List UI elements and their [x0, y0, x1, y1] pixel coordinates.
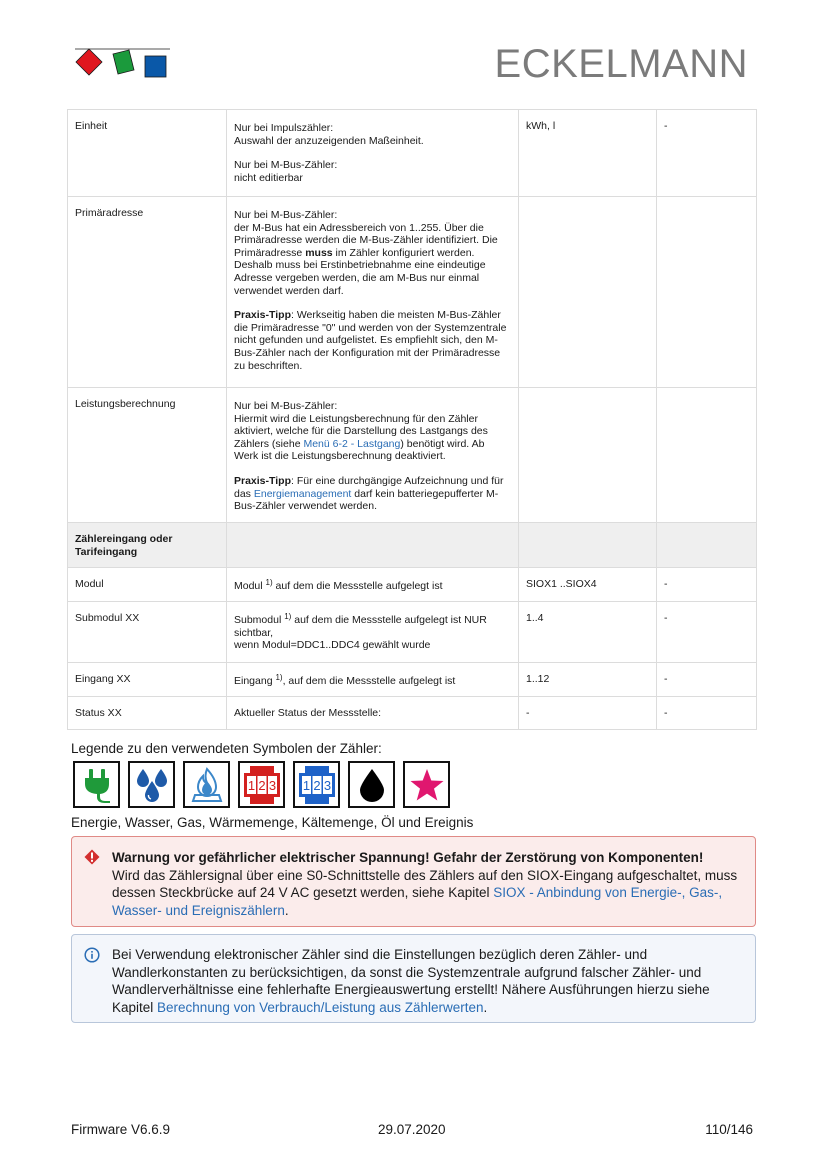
param-default: -	[657, 568, 757, 602]
svg-text:3: 3	[268, 777, 276, 793]
energy-plug-icon	[73, 761, 120, 808]
param-name: Leistungsberechnung	[68, 388, 227, 523]
table-row	[68, 197, 757, 388]
oil-drop-icon	[348, 761, 395, 808]
logo-red-diamond	[76, 49, 102, 75]
svg-text:1: 1	[247, 777, 255, 793]
param-range: 1..12	[519, 663, 657, 697]
info-circle-icon	[84, 947, 100, 963]
param-range: 1..4	[519, 602, 657, 663]
param-name: Eingang XX	[68, 663, 227, 697]
table-row	[68, 388, 757, 523]
info-text: Bei Verwendung elektronischer Zähler sind die Einstellungen bezüglich deren Zähler- und Wandlerkonstanten zu berücksichtigen, da sonst die Systemzentrale aufgrund falscher Zähler- und Wandlerverhältnisse eine fehlerhafte Energieauswertung erstellt! Nähere Ausführungen hierzu siehe Kapitel Berechnung von Verbrauch/Leistung aus Zählerwerten.	[112, 947, 710, 1015]
svg-text:2: 2	[312, 777, 321, 793]
param-range: -	[519, 697, 657, 730]
legend-title: Legende zu den verwendeten Symbolen der Zähler:	[71, 741, 382, 756]
svg-text:2: 2	[257, 777, 266, 793]
param-default	[657, 197, 757, 388]
table-row	[68, 568, 757, 602]
table-row	[68, 110, 757, 197]
parameter-table	[67, 109, 757, 730]
meter-symbol-legend	[73, 761, 450, 808]
table-group-row	[68, 523, 757, 568]
event-star-icon	[403, 761, 450, 808]
lastgang-link[interactable]: Menü 6-2 - Lastgang	[303, 437, 401, 450]
table-row	[68, 697, 757, 730]
param-range	[519, 388, 657, 523]
param-range: kWh, l	[519, 110, 657, 197]
param-description: Nur bei M-Bus-Zähler: der M-Bus hat ein Adressbereich von 1..255. Über die Primäradresse werden die M-Bus-Zähler identifiziert. Die Primäradresse muss im Zähler konfiguriert werden. Deshalb muss bei Erstinbetriebnahme eine eindeutige Adresse vergeben werden, die am M-Bus nur einmal verwendet werden darf. Praxis-Tipp: Werkseitig haben die meisten M-Bus-Zähler die Primäradresse "0" und werden von der Systemzentrale nicht gefunden und aufgelistet. Es empfiehlt sich, den M-Bus-Zähler nach der Konfiguration mit der Primäradresse zu beschriften.	[227, 197, 519, 388]
cold-meter-icon	[293, 761, 340, 808]
param-default: -	[657, 697, 757, 730]
heat-meter-icon	[238, 761, 285, 808]
svg-text:3: 3	[323, 777, 331, 793]
legend-caption: Energie, Wasser, Gas, Wärmemenge, Kältemenge, Öl und Ereignis	[71, 815, 474, 830]
param-description: Nur bei Impulszähler: Auswahl der anzuzeigenden Maßeinheit. Nur bei M-Bus-Zähler: nicht editierbar	[227, 110, 519, 197]
gas-flame-icon	[183, 761, 230, 808]
param-default: -	[657, 663, 757, 697]
param-default: -	[657, 602, 757, 663]
svg-text:1: 1	[302, 777, 310, 793]
brand-wordmark: ECKELMANN	[494, 42, 748, 86]
warning-text: Warnung vor gefährlicher elektrischer Spannung! Gefahr der Zerstörung von Komponenten! Wird das Zählersignal über eine S0-Schnittstelle des Zählers auf den SIOX-Eingang aufgeschaltet, muss dessen Steckbrücke auf 24 V AC gesetzt werden, siehe Kapitel SIOX - Anbindung von Energie-, Gas-, Wasser- und Ereigniszählern.	[112, 850, 738, 918]
param-default: -	[657, 110, 757, 197]
param-description: Nur bei M-Bus-Zähler: Hiermit wird die Leistungsberechnung für den Zähler aktiviert, welche für die Darstellung des Lastgangs des Zählers (siehe Menü 6-2 - Lastgang) benötigt wird. Ab Werk ist die Leistungsberechnung deaktiviert. Praxis-Tipp: Für eine durchgängige Aufzeichnung und für das Energiemanagement darf kein batteriegepufferter M-Bus-Zähler verwendet werden.	[227, 388, 519, 523]
param-name: Status XX	[68, 697, 227, 730]
group-heading: Zählereingang oder Tarifeingang	[68, 523, 227, 568]
logo-blue-square	[145, 56, 166, 77]
eckelmann-logo-shapes	[75, 46, 170, 82]
berechnung-chapter-link[interactable]: Berechnung von Verbrauch/Leistung aus Zählerwerten	[157, 999, 484, 1015]
footer-date: 29.07.2020	[378, 1122, 446, 1137]
param-name: Einheit	[68, 110, 227, 197]
footer-firmware: Firmware V6.6.9	[71, 1122, 171, 1137]
warning-title: Warnung vor gefährlicher elektrischer Spannung! Gefahr der Zerstörung von Komponenten!	[112, 850, 704, 865]
param-range: SIOX1 ..SIOX4	[519, 568, 657, 602]
info-box	[71, 934, 756, 1023]
logo-green-square	[113, 50, 134, 74]
water-drops-icon	[128, 761, 175, 808]
param-range	[519, 197, 657, 388]
siox-chapter-link[interactable]: SIOX - Anbindung von Energie-, Gas-, Wasser- und Ereigniszählern	[112, 885, 723, 918]
param-default	[657, 388, 757, 523]
warning-box	[71, 836, 756, 927]
table-row	[68, 602, 757, 663]
param-description: Eingang $^{1)}$, auf dem die Messstelle aufgelegt ist	[227, 663, 519, 697]
param-name: Primäradresse	[68, 197, 227, 388]
param-description: Aktueller Status der Messstelle:	[227, 697, 519, 730]
footer-page-number: 110/146	[705, 1122, 753, 1137]
warning-diamond-icon	[84, 849, 100, 865]
table-row	[68, 663, 757, 697]
energiemanagement-link[interactable]: Energiemanagement	[253, 487, 352, 500]
param-description: Submodul $^{1)}$ auf dem die Messstelle aufgelegt ist NUR sichtbar, wenn Modul=DDC1..DDC4 gewählt wurde	[227, 602, 519, 663]
param-name: Modul	[68, 568, 227, 602]
param-description: Modul $^{1)}$ auf dem die Messstelle aufgelegt ist	[227, 568, 519, 602]
param-name: Submodul XX	[68, 602, 227, 663]
